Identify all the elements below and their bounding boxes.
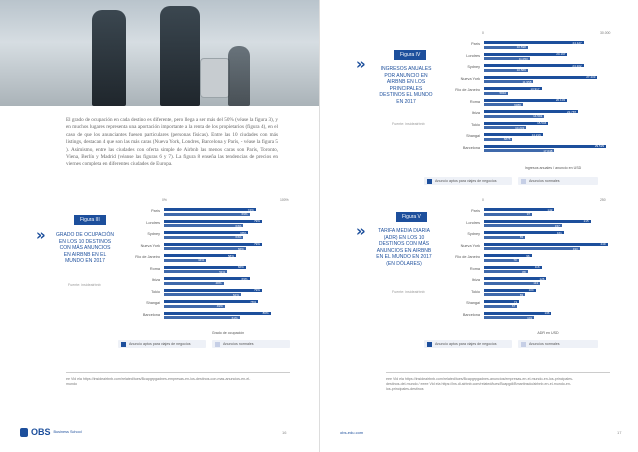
luggage xyxy=(200,58,230,98)
category-label: Sydney xyxy=(467,232,480,236)
data-label: 76% xyxy=(250,299,257,304)
data-label: 10.598 xyxy=(516,45,526,49)
data-label: 29.529 xyxy=(594,144,605,148)
data-label: 69% xyxy=(241,276,248,281)
data-label: 49% xyxy=(216,304,223,308)
figure-source: Fuente: insideairbnb xyxy=(392,290,425,294)
data-label: 70 xyxy=(513,258,517,262)
data-label: 62% xyxy=(232,292,239,297)
data-label: 79% xyxy=(253,219,260,223)
legend-series1: Anuncio aptos para viajes de negocios xyxy=(424,177,512,185)
data-label: 11.053 xyxy=(518,56,528,61)
data-label: 14.216 xyxy=(531,132,541,137)
data-label: 193 xyxy=(572,246,578,251)
travel-photo xyxy=(0,0,319,106)
data-label: 10.232 xyxy=(515,125,525,130)
figure-source: Fuente: insideairbnb xyxy=(392,122,425,126)
data-label: 58% xyxy=(227,253,234,258)
tick-label: 0% xyxy=(162,198,167,202)
income-chart xyxy=(438,31,611,158)
category-label: Sydney xyxy=(147,232,160,236)
legend-series1: Anuncio aptos para viajes de negocios xyxy=(424,340,512,348)
tick-label: 0 xyxy=(482,198,484,202)
chevron-right-icon: » xyxy=(356,222,366,240)
category-label: Roma xyxy=(149,266,160,271)
data-label: 20.103 xyxy=(555,98,566,102)
figure-title: GRADO DE OCUPACIÓN EN LOS 10 DESTINOS CON MÁS ANUNCIOS EN AIRBNB EN EL MUNDO EN 2017 xyxy=(56,232,114,265)
category-label: Sydney xyxy=(467,65,480,69)
data-label: 88 xyxy=(522,269,526,274)
divider xyxy=(386,372,610,373)
right-page xyxy=(319,0,638,452)
data-label: 64% xyxy=(235,223,242,228)
category-label: Tokio xyxy=(471,289,480,294)
category-label: Tokio xyxy=(471,122,480,127)
legend-swatch-icon xyxy=(215,342,220,347)
data-label: 48% xyxy=(215,281,222,285)
category-label: Río de Janeiro xyxy=(455,88,480,92)
legend-swatch-icon xyxy=(121,342,126,347)
data-label: 71 xyxy=(513,299,518,304)
data-label: 22.787 xyxy=(566,109,577,114)
category-label: Londres xyxy=(146,220,160,225)
data-label: 66% xyxy=(237,246,244,251)
axis-title: Grado de ocupación xyxy=(211,331,245,335)
legend-series1: Anuncio aptos para viajes de negocios xyxy=(118,340,206,348)
category-label: Barcelona xyxy=(462,312,480,317)
figure-label: Figura V xyxy=(396,212,427,222)
data-label: 157 xyxy=(554,223,560,228)
footnote: ee Vid ela https://insideairbnb.com/related/tues/Bcapgrpgadnes-empresas-en-los-destinos-con-mas-anuncios-en-el-mundo xyxy=(66,377,251,386)
obs-logo: OBS Business School xyxy=(20,427,82,437)
data-label: 15.546 xyxy=(537,121,547,125)
tick-label: 0 xyxy=(482,31,484,35)
category-label: Barcelona xyxy=(462,145,480,150)
category-label: Río de Janeiro xyxy=(455,255,480,259)
legend-swatch-icon xyxy=(521,179,526,184)
data-label: 13.917 xyxy=(530,86,540,91)
data-label: 97 xyxy=(526,212,531,216)
legend-series2: Anuncios normales xyxy=(212,340,290,348)
traveler-figure xyxy=(92,10,126,106)
legend-swatch-icon xyxy=(427,179,432,184)
data-label: 67 xyxy=(511,304,516,308)
occupancy-chart xyxy=(118,198,290,325)
data-label: 249 xyxy=(600,242,606,246)
data-label: 24.102 xyxy=(572,63,582,68)
category-label: Nueva York xyxy=(460,76,480,81)
category-label: Tokio xyxy=(151,289,160,294)
category-label: Shangai xyxy=(466,134,480,138)
footnote: eee Vid ela https://insideairbnb.com/related/tues/Bcapgrpgadnes-anuncios/empresas-en-el-mundo-en-los-principales-destinos-del-mundo / eeee Vid ela https://ins.di.airbnb.com/related/tues/Bcapgdl/Bmartinsdo/airbnb-en-el-mundo-en-los-principales-destinos xyxy=(386,377,574,391)
data-label: 69% xyxy=(241,212,248,216)
data-label: 66% xyxy=(237,265,244,269)
data-label: 215 xyxy=(583,219,589,223)
figure-title: TARIFA MEDIA DIARIA (ADR) EN LOS 10 DESTINOS CON MÁS ANUNCIOS EN AIRBNB EN EL MUNDO EN 2017 (EN DÓLARES) xyxy=(376,228,432,267)
legend-swatch-icon xyxy=(521,342,526,347)
data-label: 161 xyxy=(556,230,562,235)
tick-label: 250 xyxy=(600,198,606,202)
category-label: Shangai xyxy=(466,301,480,305)
axis-title: Ingresos anuales / anuncio en USD xyxy=(524,166,582,170)
data-label: 142 xyxy=(547,207,553,212)
data-label: 10.589 xyxy=(516,68,526,72)
legend-swatch-icon xyxy=(427,342,432,347)
figure-title: INGRESOS ANUALES POR ANUNCIO EN AIRBNB EN LOS PRINCIPALES DESTINOS EL MUNDO EN 2017 xyxy=(379,66,433,105)
category-label: Ibiza xyxy=(151,278,160,282)
category-label: Barcelona xyxy=(142,312,160,317)
tick-label: 30.000 xyxy=(600,31,611,35)
data-label: 96 xyxy=(526,253,530,258)
category-label: Nueva York xyxy=(460,243,480,248)
legend-series2: Anuncios normales xyxy=(518,177,598,185)
data-label: 34% xyxy=(198,258,205,262)
data-label: 116 xyxy=(534,265,540,269)
data-label: 68% xyxy=(240,230,247,235)
page-number: 17 xyxy=(617,430,622,435)
logo-mark-icon xyxy=(20,428,28,437)
data-label: 6878 xyxy=(503,137,511,141)
data-label: 104 xyxy=(528,288,534,292)
data-label: 83 xyxy=(519,292,524,297)
site-url: obs-edu.com xyxy=(340,430,364,435)
axis-title: ADR en USD xyxy=(537,331,559,335)
figure-label: Figura III xyxy=(74,215,106,225)
data-label: 86% xyxy=(262,311,269,315)
tick-label: 100% xyxy=(280,198,289,202)
data-label: 79% xyxy=(253,242,260,246)
category-label: Ibiza xyxy=(471,278,480,282)
category-label: Shangai xyxy=(146,301,160,305)
legend-series2: Anuncios normales xyxy=(518,340,598,348)
figure-label: Figura IV xyxy=(394,50,426,60)
category-label: Nueva York xyxy=(140,243,160,248)
chevron-right-icon: » xyxy=(356,55,366,73)
data-label: 27.433 xyxy=(586,75,596,79)
body-text: El grado de ocupación en cada destino es diferente, pero llega a ser más del 50% (véase la figura 3), y en muchos lugares representa una aportación importante a la renta de los propietarios (figura 4), en el caso de que los anunciantes fuesen particulares (personas físicas). Entre las 10 ciudades con más listings, destacan 4 que son las más caras (Nueva York, Londres, Barcelona y París, - véase la figura 5 ). Asimismo, entre las ciudades con oferta simple de Airbnb las menos caras son París, Toronto, Viena, Berlín y Madrid (véanse las figuras 6 y 7). La figura 8 enseña las tendencias de precios en viernes completa en diferentes ciudades de Europa. xyxy=(66,117,278,168)
data-label: 11.958 xyxy=(522,79,532,84)
divider xyxy=(66,372,290,373)
figure-source: Fuente: insideairbnb xyxy=(68,283,101,287)
adr-chart xyxy=(438,198,610,325)
category-label: Londres xyxy=(466,220,480,225)
chevron-right-icon: » xyxy=(36,226,46,244)
data-label: 24.127 xyxy=(572,40,582,45)
category-label: Roma xyxy=(469,99,480,104)
category-label: Río de Janeiro xyxy=(135,255,160,259)
data-label: 51% xyxy=(219,269,226,274)
data-label: 79% xyxy=(253,288,260,292)
data-label: 136 xyxy=(544,311,550,315)
data-label: 61% xyxy=(231,315,238,320)
data-label: 113 xyxy=(533,281,539,285)
data-label: 20.197 xyxy=(556,52,566,56)
traveler-figure xyxy=(228,46,250,106)
traveler-figure xyxy=(160,6,200,106)
data-label: 17.048 xyxy=(543,148,553,153)
data-label: 14.591 xyxy=(533,114,543,118)
page-number: 16 xyxy=(282,430,287,435)
data-label: 5840 xyxy=(499,91,507,95)
category-label: París xyxy=(471,42,480,46)
data-label: 64% xyxy=(235,235,242,239)
data-label: 9388 xyxy=(514,102,521,107)
category-label: Roma xyxy=(469,266,480,271)
category-label: París xyxy=(471,209,480,213)
data-label: 83 xyxy=(519,235,524,239)
category-label: Londres xyxy=(466,53,480,58)
category-label: París xyxy=(151,209,160,213)
data-label: 74% xyxy=(247,207,254,212)
data-label: 101 xyxy=(527,315,533,320)
data-label: 126 xyxy=(539,276,545,281)
category-label: Ibiza xyxy=(471,111,480,115)
